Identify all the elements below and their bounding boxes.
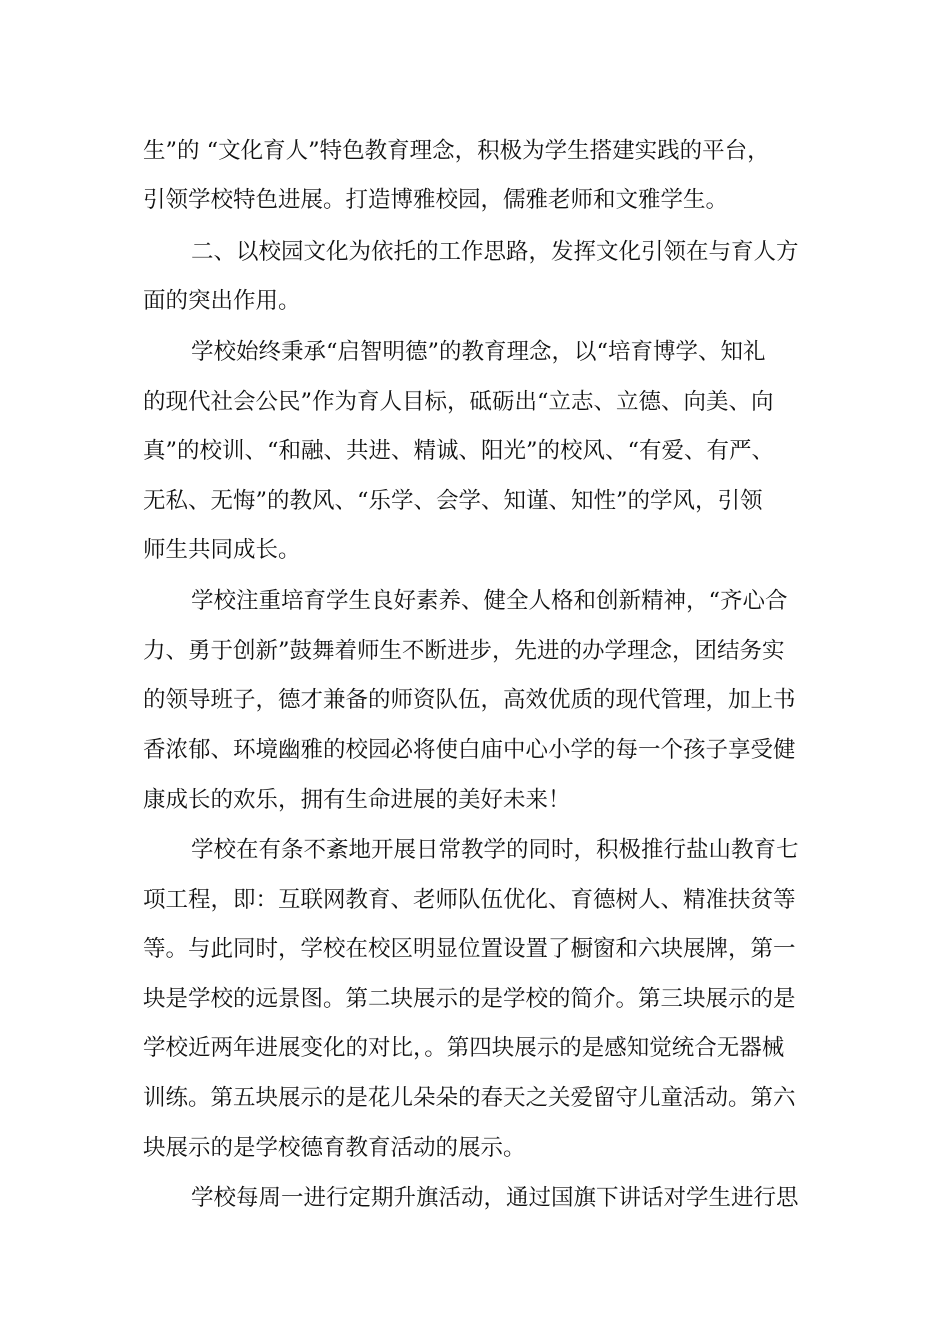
text-line: 力、勇于创新”鼓舞着师生不断进步，先进的办学理念，团结务实 xyxy=(143,638,785,664)
text-line: 学校每周一进行定期升旗活动，通过国旗下讲话对学生进行思 xyxy=(191,1185,799,1211)
text-line: 师生共同成长。 xyxy=(143,537,301,563)
section-heading: 面的突出作用。 xyxy=(143,288,301,314)
text-line: 块是学校的远景图。第二块展示的是学校的简介。第三块展示的是 xyxy=(143,986,796,1012)
text-line: 项工程，即：互联网教育、老师队伍优化、育德树人、精准扶贫等 xyxy=(143,887,796,913)
text-line: 的领导班子，德才兼备的师资队伍，高效优质的现代管理，加上书 xyxy=(143,687,796,713)
text-line: 学校在有条不紊地开展日常教学的同时，积极推行盐山教育七 xyxy=(191,837,799,863)
text-line: 香浓郁、环境幽雅的校园必将使白庙中心小学的每一个孩子享受健 xyxy=(143,737,796,763)
text-line: 学校近两年进展变化的对比，。第四块展示的是感知觉统合无器械 xyxy=(143,1035,785,1061)
text-line: 无私、无悔”的教风、“乐学、会学、知谨、知性”的学风，引领 xyxy=(143,488,763,514)
text-line: 学校注重培育学生良好素养、健全人格和创新精神，“齐心合 xyxy=(191,588,788,614)
text-line: 训练。第五块展示的是花儿朵朵的春天之关爱留守儿童活动。第六 xyxy=(143,1085,796,1111)
section-heading: 二、以校园文化为依托的工作思路，发挥文化引领在与育人方 xyxy=(191,239,799,265)
text-line: 生”的 “文化育人”特色教育理念，积极为学生搭建实践的平台， xyxy=(143,138,770,164)
text-line: 学校始终秉承“启智明德”的教育理念，以“培育博学、知礼 xyxy=(191,339,766,365)
text-line: 等。与此同时，学校在校区明显位置设置了橱窗和六块展牌，第一 xyxy=(143,936,796,962)
text-line: 的现代社会公民”作为育人目标，砥砺出“立志、立德、向美、向 xyxy=(143,389,774,415)
text-line: 真”的校训、“和融、共进、精诚、阳光”的校风、“有爱、有严、 xyxy=(143,438,775,464)
text-line: 康成长的欢乐，拥有生命进展的美好未来！ xyxy=(143,787,571,813)
text-line: 块展示的是学校德育教育活动的展示。 xyxy=(143,1135,526,1161)
text-line: 引领学校特色进展。打造博雅校园，儒雅老师和文雅学生。 xyxy=(143,187,729,213)
